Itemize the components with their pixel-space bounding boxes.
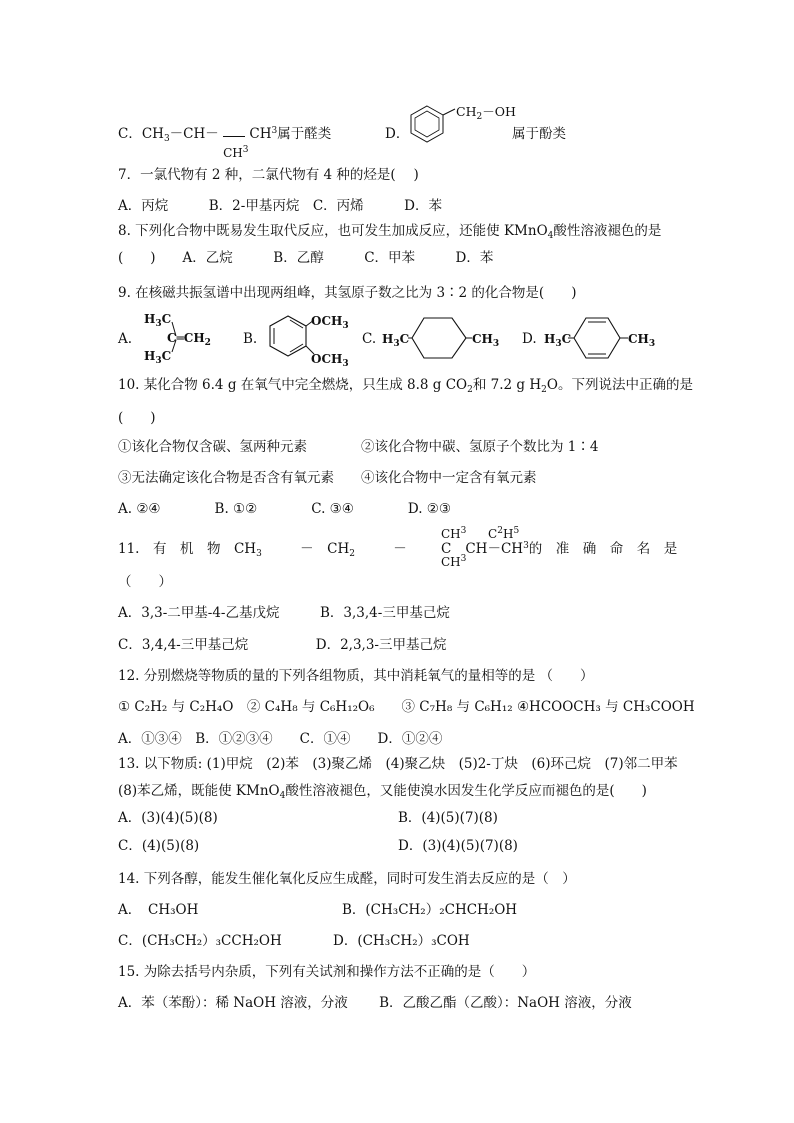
q9-a-top: $H_3C$ xyxy=(144,312,172,329)
dimethylcyclohexane-structure xyxy=(408,314,472,362)
q15-stem: 15. 为除去括号内杂质，下列有关试剂和操作方法不正确的是（ ） xyxy=(118,964,536,980)
q11-branch-mid: C $CH-CH^3$的 准 确 命 名 是 xyxy=(441,541,678,557)
q15-options: A．苯（苯酚）：稀 NaOH 溶液，分液 B．乙酸乙酯（乙酸）：NaOH 溶液，分液 xyxy=(118,995,632,1011)
q14-option-a: A． CH₃OH xyxy=(118,902,199,918)
q9-a-right: $C═CH_2$ xyxy=(167,331,211,348)
q11-options-cd: C．3,4,4-三甲基己烷 D．2,3,3-三甲基己烷 xyxy=(118,637,447,653)
q9-label-a: A. xyxy=(118,331,133,347)
q8-stem: 8. 下列化合物中既易发生取代反应，也可发生加成反应，还能使 KMnO$_4$酸性溶液褪色的是 xyxy=(118,223,662,241)
q9-a-bot: $H_3C$ xyxy=(144,349,172,366)
q13-option-d: D．(3)(4)(5)(7)(8) xyxy=(398,838,518,854)
q11-options-ab: A．3,3-二甲基-4-乙基戊烷 B．3,3,4-三甲基己烷 xyxy=(118,605,450,621)
q7-options: A．丙烷 B．2-甲基丙烷 C．丙烯 D．苯 xyxy=(118,198,442,214)
q9-d-left: $H_3C$ xyxy=(544,332,572,349)
p-xylene-structure xyxy=(568,314,632,362)
q13-stem-2: (8)苯乙烯，既能使 KMnO$_4$酸性溶液褪色，又能使溴水因发生化学反应而褪色的是( ) xyxy=(118,783,647,801)
q12-pairs: ① C₂H₂ 与 C₂H₄O ② C₄H₈ 与 C₆H₁₂O₆ ③ C₇H₈ 与 C₆H₁₂ ④HCOOCH₃ 与 CH₃COOH xyxy=(118,699,695,715)
q9-label-b: B. xyxy=(243,331,258,347)
q13-option-a: A．(3)(4)(5)(8) xyxy=(118,810,218,826)
q14-option-c: C．(CH₃CH₂）₃CCH₂OH xyxy=(118,933,282,949)
q6-d-suffix: 属于酚类 xyxy=(512,126,566,142)
q9-stem: 9. 在核磁共振氢谱中出现两组峰，其氢原子数之比为 3∶2 的化合物是( ) xyxy=(118,285,577,301)
q11-branch-top: $CH^3$ $C^2H^5$ xyxy=(441,526,520,541)
q13-stem-1: 13. 以下物质: (1)甲烷 (2)苯 (3)聚乙烯 (4)聚乙炔 (5)2-丁炔 (6)环己烷 (7)邻二甲苯 xyxy=(118,756,678,772)
q10-paren: ( ) xyxy=(118,410,156,426)
q10-statement-1: ①该化合物仅含碳、氢两种元素 ②该化合物中碳、氢原子个数比为 1∶4 xyxy=(118,439,599,455)
q9-c-left: $H_3C$ xyxy=(382,332,410,349)
q8-options: ( ) A．乙烷 B．乙醇 C．甲苯 D．苯 xyxy=(118,250,494,266)
q9-b-top: $OCH_3$ xyxy=(311,314,349,331)
q12-options: A．①③④ B．①②③④ C．①④ D．①②④ xyxy=(118,731,443,747)
q13-option-b: B．(4)(5)(7)(8) xyxy=(398,810,498,826)
q11-paren: （ ） xyxy=(118,574,172,590)
q6-d-ch2oh: $CH_2-OH$ xyxy=(456,104,516,122)
q6-option-c: C．$CH_3-CH-$ $CH^3$ $CH^3$属于醛类 xyxy=(118,126,332,160)
q12-stem: 12. 分别燃烧等物质的量的下列各组物质，其中消耗氧气的量相等的是 （ ） xyxy=(118,668,594,684)
q13-option-c: C．(4)(5)(8) xyxy=(118,838,200,854)
q10-options: A. ②④ B. ①② C. ③④ D. ②③ xyxy=(118,501,452,517)
q9-c-right: $CH_3$ xyxy=(472,332,500,349)
q6-option-d-label: D． xyxy=(385,126,410,142)
q14-stem: 14. 下列各醇，能发生催化氧化反应生成醛，同时可发生消去反应的是（ ） xyxy=(118,871,576,887)
q10-statement-2: ③无法确定该化合物是否含有氧元素 ④该化合物中一定含有氧元素 xyxy=(118,470,537,486)
q9-label-d: D. xyxy=(522,331,537,347)
q6-branch-ch3: $CH^3$ xyxy=(223,145,249,160)
q14-option-b: B．(CH₃CH₂）₂CHCH₂OH xyxy=(342,902,518,918)
q9-d-right: $CH_3$ xyxy=(628,332,656,349)
q14-option-d: D．(CH₃CH₂）₃COH xyxy=(333,933,470,949)
q11-branch-bot: $CH^3$ xyxy=(441,554,467,569)
q7-stem: 7．一氯代物有 2 种，二氯代物有 4 种的烃是( ) xyxy=(118,167,419,183)
q10-stem: 10. 某化合物 6.4 g 在氧气中完全燃烧，只生成 8.8 g $CO_2$和 7.2 g $H_2O$。下列说法中正确的是 xyxy=(118,377,693,395)
q11-stem: 11. 有 机 物 $CH_3$ － $CH_2$ － xyxy=(118,541,407,559)
q9-b-bot: $OCH_3$ xyxy=(311,352,349,369)
q9-label-c: C. xyxy=(362,331,377,347)
